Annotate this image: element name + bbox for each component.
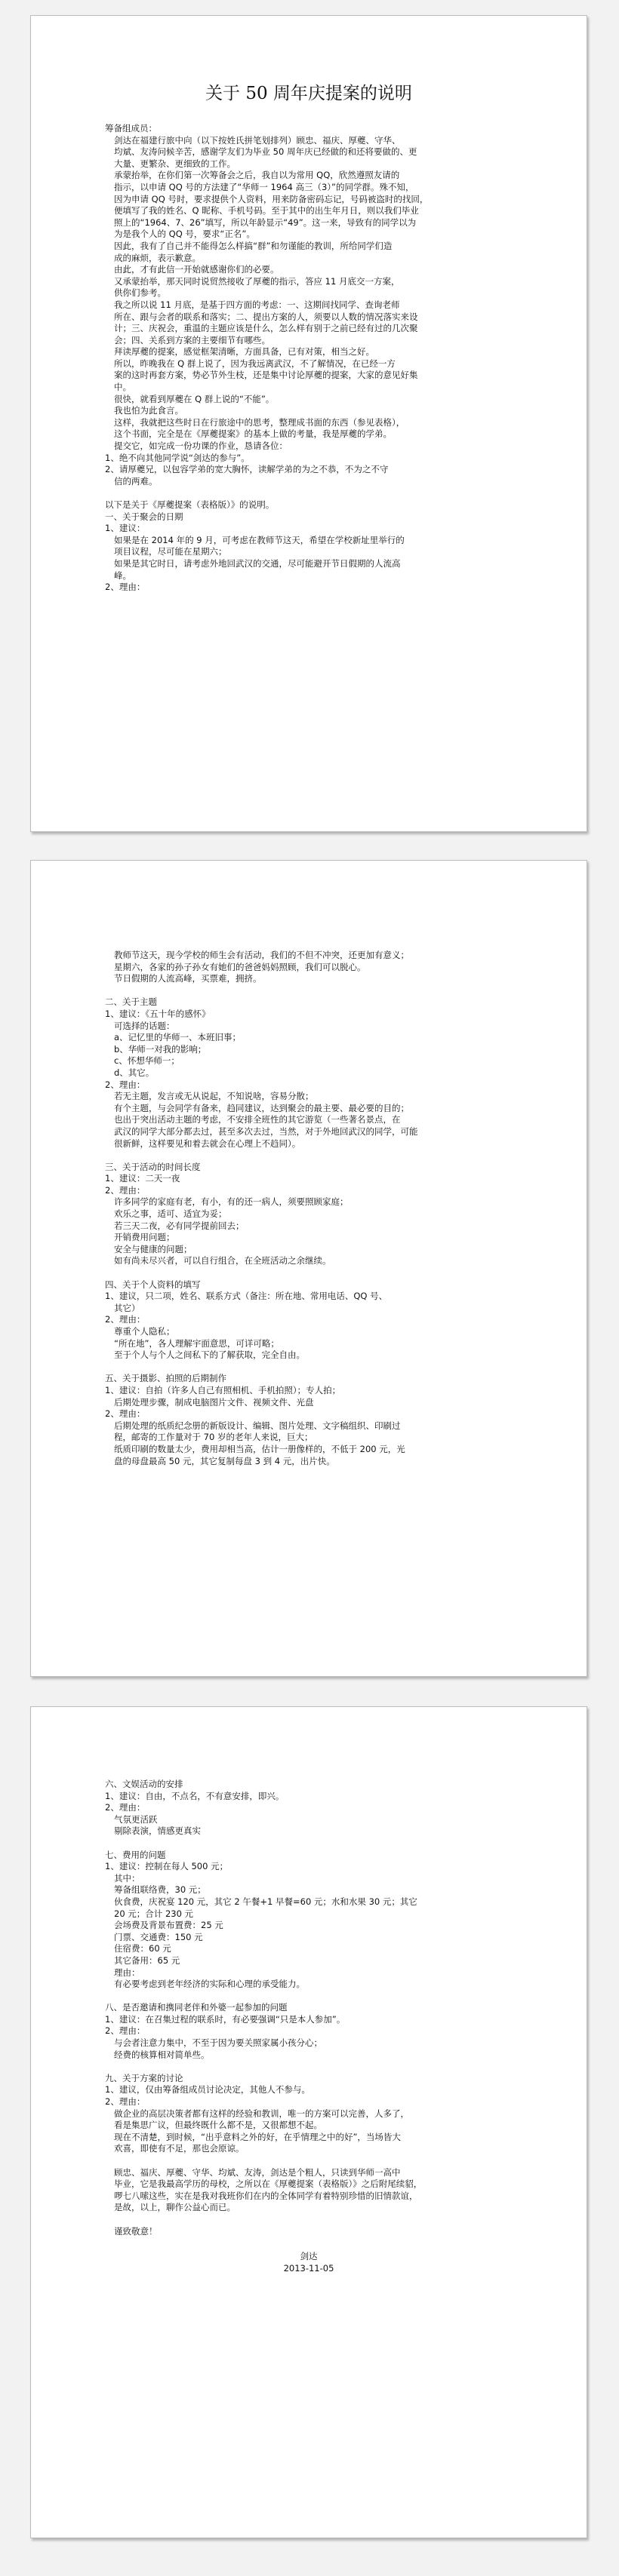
paragraph-gap xyxy=(96,2155,522,2167)
text-line: 若三天二夜，必有同学提前回去； xyxy=(114,1220,245,1231)
document-page-3 xyxy=(30,1706,587,2538)
text-line: 其它备用：65 元 xyxy=(114,1954,180,1966)
text-line: 可选择的话题： xyxy=(114,1020,175,1031)
page-1-content xyxy=(96,82,522,594)
text-line: 经费的核算相对简单些。 xyxy=(114,2049,210,2060)
text-line: 理由： xyxy=(114,1967,140,1978)
text-line: 峰。 xyxy=(114,570,131,581)
text-line: 由此，才有此信一开始就感谢你们的必要。 xyxy=(114,264,279,275)
text-line: 供你们参考。 xyxy=(114,287,166,299)
text-line: 因此，我有了自己并不能得怎么样搞“群”和勿谨能的教训，所给同学们造 xyxy=(114,240,393,251)
text-line: 其中： xyxy=(114,1872,140,1884)
text-line: 做企业的高层决策者都有这样的经验和教训，唯一的方案可以完善，人多了， xyxy=(114,2108,409,2119)
paragraph-gap xyxy=(96,2061,522,2073)
text-line: 又承蒙抬举，那天同时说贸然接收了厚夔的指示，答应 11 月底交一方案， xyxy=(114,275,400,287)
text-line: 大量、更繁杂、更细致的工作。 xyxy=(114,158,236,169)
document-page-1 xyxy=(30,15,587,832)
text-line: 指示，以申请 QQ 号的方法建了“华师一 1964 高三（3）”的同学群。殊不知， xyxy=(114,181,414,192)
signature-block xyxy=(96,2251,522,2274)
text-line: 七、费用的问题 xyxy=(105,1849,166,1860)
text-line: 1、建议：自由，不点名，不有意安排，即兴。 xyxy=(105,1790,285,1801)
text-line: 欢乐之事，适可、适宜为妥； xyxy=(114,1208,227,1220)
text-line: 剔除表演，情感更真实 xyxy=(114,1825,201,1837)
text-line: 六、文娱活动的安排 xyxy=(105,1779,183,1789)
text-line: 均斌、友涛问候辛苦，感谢学友们为毕业 50 周年庆已经做的和还将要做的、更 xyxy=(114,146,417,158)
text-line: 星期六，各家的孙子孙女有她们的爸爸妈妈照顾，我们可以脱心。 xyxy=(114,961,366,972)
text-line: 筹备组联络费，30 元； xyxy=(114,1884,206,1896)
text-line: 2、理由： xyxy=(105,1184,146,1196)
text-line: 我之所以说 11 月底，是基于四方面的考虑：一、这期间找同学、查询老师 xyxy=(114,299,400,310)
page-1-body xyxy=(96,123,522,594)
text-line: 程，邮寄的工作量对于 70 岁的老年人来说，巨大； xyxy=(114,1432,313,1443)
text-line: 1、建议：自拍（许多人自己有照相机、手机拍照）；专人拍； xyxy=(105,1384,341,1395)
text-line: 因为申请 QQ 号时，要求提供个人资料，用来防备密码忘记，号码被盗时的找回， xyxy=(114,193,429,204)
text-line: 也出于突出活动主题的考虑，不安排全班性的其它游览（一些著名景点，在 xyxy=(114,1114,401,1125)
text-line: 谨致敬意！ xyxy=(114,2225,158,2237)
text-line: 如果是其它时日，请考虑外地回武汉的交通，尽可能避开节日假期的人流高 xyxy=(114,557,401,569)
text-line: 现在不清楚，到时候，“出乎意料之外的好，在乎情理之中的好”，当场皆大 xyxy=(114,2131,401,2142)
text-line: 二、关于主题 xyxy=(105,996,157,1008)
text-line: 2、理由： xyxy=(105,2096,146,2108)
text-line: 五、关于摄影、拍照的后期制作 xyxy=(105,1373,226,1384)
text-line: 欢喜，即使有不足，那也会原谅。 xyxy=(114,2143,245,2154)
text-line: 盘的母盘最高 50 元，其它复制每盘 3 到 4 元，出片快。 xyxy=(114,1455,335,1466)
text-line: 很新鲜，这样要见和着去就会在心理上不趋同）。 xyxy=(114,1138,301,1149)
text-line: 三、关于活动的时间长度 xyxy=(105,1161,201,1172)
text-line: 有必要考虑到老年经济的实际和心理的承受能力。 xyxy=(114,1979,305,1990)
text-line: 以下是关于《厚夔提案（表格版）》的说明。 xyxy=(105,499,275,510)
text-line: 2、理由： xyxy=(105,582,146,593)
text-line: 伙食费，庆祝宴 120 元，其它 2 午餐+1 早餐=60 元；水和水果 30 元；其它 xyxy=(114,1896,417,1907)
text-line: 气氛更活跃 xyxy=(114,1813,158,1825)
text-line: 若无主题，发言或无从说起，不知说啥，容易分散； xyxy=(114,1091,314,1102)
text-line: 中。 xyxy=(114,382,131,393)
text-line: 为是我个人的 QQ 号，要求“正名”。 xyxy=(114,229,255,240)
page-3-body xyxy=(96,1779,522,2237)
text-line: 啰七八嗦这些，实在是我对我班你们在内的全体同学有着特别珍惜的旧情款谊， xyxy=(114,2190,418,2201)
text-line: 20 元；合计 230 元 xyxy=(114,1908,194,1919)
paragraph-gap xyxy=(96,1362,522,1374)
text-line: 一、关于聚会的日期 xyxy=(105,511,183,522)
text-line: 2、请厚夔兄，以包容学弟的宽大胸怀，读解学弟的为之不恭，不为之不守 xyxy=(105,464,389,475)
paragraph-gap xyxy=(96,2214,522,2226)
signature-name: 剑达 xyxy=(300,2251,318,2262)
text-line: 案的这时再套方案，势必节外生枝，还是集中讨论厚夔的提案，大家的意见好集 xyxy=(114,370,418,381)
text-line: 尊重个人隐私； xyxy=(114,1326,175,1337)
text-line: 如有尚未尽兴者，可以自行组合，在全班活动之余继续。 xyxy=(114,1255,331,1267)
text-line: 2、理由： xyxy=(105,2025,146,2037)
text-line: 1、绝不向其他同学说“剑达的参与”。 xyxy=(105,452,250,463)
text-line: 教师节这天，现今学校的师生会有活动，我们的不但不冲突，还更加有意义； xyxy=(114,950,409,960)
text-line: 八、是否邀请和携同老伴和外婆一起参加的问题 xyxy=(105,2002,288,2013)
text-line: 所在、跟与会者的联系和落实；二、提出方案的人，须要以人数的情况落实来设 xyxy=(114,311,418,322)
paragraph-gap xyxy=(96,1150,522,1162)
text-line: 住宿费：60 元 xyxy=(114,1943,171,1954)
text-line: 四、关于个人资料的填写 xyxy=(105,1279,201,1290)
text-line: 会场费及背景布置费：25 元 xyxy=(114,1920,223,1931)
text-line: 1、建议：《五十年的感怀》 xyxy=(105,1008,211,1019)
text-line: 与会者注意力集中，不至于因为要关照家属小孩分心； xyxy=(114,2037,322,2049)
document-title: 关于 50 周年庆提案的说明 xyxy=(205,84,412,103)
text-line: 节日假期的人流高峰，买票难，拥挤。 xyxy=(114,973,262,984)
page-3-content xyxy=(96,1779,522,2274)
text-line: 便填写了我的姓名、Q 昵称、手机号码。至于其中的出生年月日，则以我们毕业 xyxy=(114,205,419,216)
text-line: 纸质印刷的数量太少，费用却相当高，估计一册像样的，不低于 200 元，光 xyxy=(114,1443,405,1454)
paragraph-gap xyxy=(96,1991,522,2003)
text-line: 有个主题，与会同学有备来，趋同建议，达到聚会的最主要、最必要的目的； xyxy=(114,1102,409,1113)
text-line: 许多同学的家庭有老，有小，有的还一病人，须要照顾家庭； xyxy=(114,1196,349,1208)
text-line: 顾忠、福庆、厚夔、守华、均斌、友涛，剑达是个粗人，只读到华师一高中 xyxy=(114,2166,401,2178)
text-line: 1、建议，仅由筹备组成员讨论决定，其他人不参与。 xyxy=(105,2084,310,2095)
text-line: 开销费用问题； xyxy=(114,1232,175,1243)
text-line: 承蒙抬举，在你们第一次筹备会之后，我自以为常用 QQ，欣然遵照友请的 xyxy=(114,170,400,181)
text-line: 拜读厚夔的提案，感觉框架清晰，方面具备，已有对策，相当之好。 xyxy=(114,346,374,358)
text-line: 2、理由： xyxy=(105,1802,146,1813)
text-line: 安全与健康的问题； xyxy=(114,1243,192,1254)
text-line: 计；三、庆祝会，重温的主题应该是什么，怎么样有别于之前已经有过的几次聚 xyxy=(114,323,418,334)
text-line: 很快，就看到厚夔在 Q 群上说的“不能”。 xyxy=(114,393,275,404)
text-line: 如果是在 2014 年的 9 月，可考虑在教师节这天，希望在学校新址里举行的 xyxy=(114,534,405,545)
paragraph-gap xyxy=(96,1267,522,1279)
text-line: 信的两难。 xyxy=(114,475,158,487)
text-line: 1、建议：在召集过程的联系时，有必要强调“只是本人参加”。 xyxy=(105,2013,346,2025)
text-line: 项目议程，尽可能在星期六； xyxy=(114,546,227,557)
text-line: 看是集思广议，但最终既什么都不是，又很都想不起。 xyxy=(114,2120,322,2131)
text-line: 筹备组成员： xyxy=(105,123,157,134)
text-line: 毕业，它是我最高学历的母校，之所以在《厚夔提案（表格版）》之后附尾续貂， xyxy=(114,2178,423,2190)
text-line: c、怀想华师一； xyxy=(114,1055,180,1067)
text-line: 这个书面，完全是在《厚夔提案》的基本上做的考量，我是厚夔的学弟。 xyxy=(114,428,392,440)
document-page-2 xyxy=(30,860,587,1677)
text-line: 这样，我就把这些时日在行旅途中的思考，整理成书面的东西（参见表格）， xyxy=(114,416,405,428)
text-line: “所在地”，各人理解宇面意思，可详可略； xyxy=(114,1337,279,1349)
signature-date: 2013-11-05 xyxy=(283,2262,334,2274)
text-line: 1、建议： xyxy=(105,523,146,534)
text-line: 1、建议：控制在每人 500 元； xyxy=(105,1861,229,1872)
text-line: 是故，以上，聊作公益心而已。 xyxy=(114,2202,236,2213)
text-line: 至于个人与个人之间私下的了解获取，完全自由。 xyxy=(114,1349,305,1361)
text-line: 照上的“1964、7、26”填写，所以年龄显示“49”。这一来，导致有的同学以为 xyxy=(114,216,417,228)
text-line: b、华师一对我的影响； xyxy=(114,1043,207,1055)
text-line: 我也怕为此食言。 xyxy=(114,405,183,416)
text-line: 九、关于方案的讨论 xyxy=(105,2072,183,2083)
text-line: 1、建议：二天一夜 xyxy=(105,1173,180,1184)
paragraph-gap xyxy=(96,487,522,499)
text-line: 2、理由： xyxy=(105,1079,146,1090)
text-line: 会；四、关系到方案的主要细节有哪些。 xyxy=(114,334,270,345)
page-2-content xyxy=(96,950,522,1467)
text-line: 所以，昨晚我在 Q 群上说了，因为我远离武汉，不了解情况，在已经一方 xyxy=(114,358,396,369)
text-line: 1、建议，只二项，姓名、联系方式（备注：所在地、常用电话、QQ 号、 xyxy=(105,1291,388,1302)
text-line: 提交它，如完成一份功课的作业，恳请各位： xyxy=(114,441,288,452)
text-line: a、记忆里的华师一、本班旧事； xyxy=(114,1032,242,1043)
text-line: 2、理由： xyxy=(105,1314,146,1325)
paragraph-gap xyxy=(96,1838,522,1850)
text-line: 剑达在福建行旅中向（以下按姓氏拼笔划排列）顾忠、福庆、厚夔、守华、 xyxy=(114,134,401,146)
text-line: 后期处理步骤，制成电脑图片文件、视频文件、光盘 xyxy=(114,1396,314,1408)
text-line: 2、理由： xyxy=(105,1408,146,1420)
paragraph-gap xyxy=(96,985,522,997)
text-line: d、其它。 xyxy=(114,1067,155,1078)
text-line: 武汉的同学大部分都去过，甚至多次去过，当然，对于外地回武汉的同学，可能 xyxy=(114,1125,418,1137)
text-line: 门票、交通费：150 元 xyxy=(114,1931,203,1942)
text-line: 后期处理的纸质纪念册的新版设计、编辑、图片处理、文字稿组织、印刷过 xyxy=(114,1420,401,1431)
text-line: 成的麻烦，表示歉意。 xyxy=(114,252,201,263)
page-2-body xyxy=(96,950,522,1467)
text-line: 其它） xyxy=(114,1302,140,1313)
